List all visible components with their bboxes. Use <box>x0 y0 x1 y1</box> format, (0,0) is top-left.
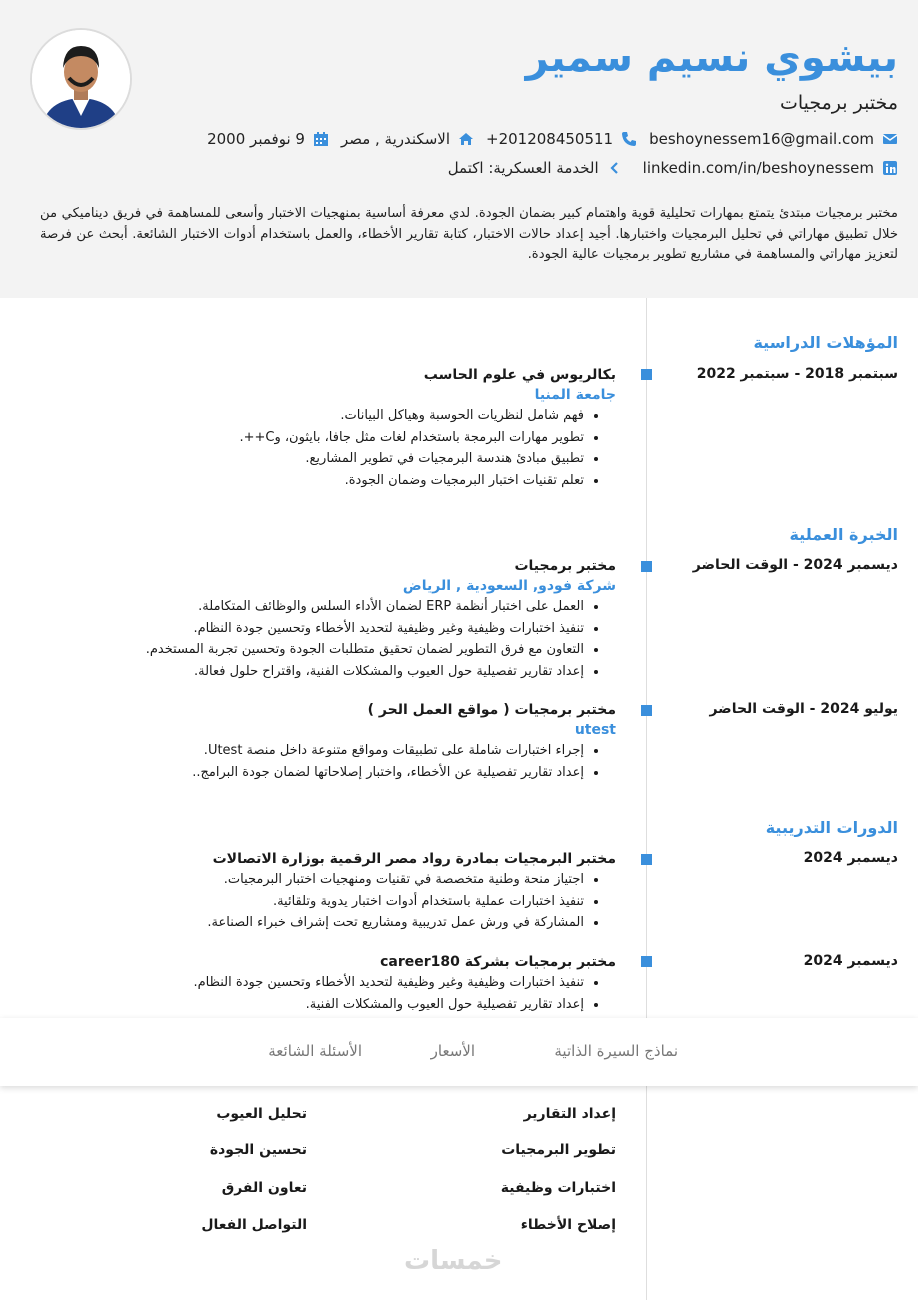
phone-item[interactable] <box>486 130 637 148</box>
linkedin-icon <box>882 160 898 176</box>
timeline-divider <box>646 298 647 1300</box>
skill-item: تطوير البرمجيات <box>501 1142 616 1158</box>
timeline-marker <box>641 705 652 716</box>
location-text: الاسكندرية , مصر <box>340 130 450 148</box>
timeline-marker <box>641 956 652 967</box>
job-2-bullets <box>16 740 616 783</box>
list-item: • التعاون مع فرق التطوير لضمان تحقيق متطلبات الجودة وتحسين تجربة المستخدم. <box>16 639 584 661</box>
home-icon <box>458 131 474 147</box>
job-2-entry <box>16 700 616 783</box>
course-1-bullets <box>16 869 616 934</box>
envelope-icon <box>882 131 898 147</box>
list-item: • اجتياز منحة وطنية متخصصة في تقنيات ومنهجيات اختبار البرمجيات. <box>16 869 584 891</box>
nav-link-templates[interactable]: نماذج السيرة الذاتية <box>554 1042 678 1060</box>
timeline-marker <box>641 369 652 380</box>
phone-text: 201208450511+ <box>486 130 614 148</box>
list-item: • إجراء اختبارات شاملة على تطبيقات ومواقع متنوعة داخل منصة Utest. <box>16 740 584 762</box>
job-2-company: utest <box>574 722 616 738</box>
job-2-title: مختبر برمجيات ( مواقع العمل الحر ) <box>367 702 616 718</box>
course-1-title: مختبر البرمجيات بمادرة رواد مصر الرقمية بوزارة الاتصالات <box>212 851 616 867</box>
education-section-title: المؤهلات الدراسية <box>753 333 898 352</box>
phone-icon <box>621 131 637 147</box>
skill-item: تحليل العيوب <box>216 1106 307 1122</box>
timeline-marker <box>641 854 652 865</box>
course-2-title: مختبر برمجيات بشركة career180 <box>380 954 616 970</box>
military-text: الخدمة العسكرية: اكتمل <box>447 159 599 177</box>
military-item <box>448 159 623 177</box>
course-2-entry <box>16 952 616 1015</box>
skill-item: إصلاح الأخطاء <box>520 1217 616 1233</box>
job-title: مختبر برمجيات <box>779 92 898 114</box>
course-2-date: ديسمبر 2024 <box>803 953 898 969</box>
skill-item: تعاون الفرق <box>221 1180 307 1196</box>
contact-row-2 <box>448 159 898 177</box>
job-1-date: ديسمبر 2024 - الوقت الحاضر <box>692 557 898 573</box>
list-item: • تنفيذ اختبارات وظيفية وغير وظيفية لتحديد الأخطاء وتحسين جودة النظام. <box>16 618 584 640</box>
skill-item: إعداد التقارير <box>523 1106 616 1122</box>
contact-row-1 <box>207 130 898 148</box>
timeline-marker <box>641 561 652 572</box>
training-section-title: الدورات التدريبية <box>765 818 898 837</box>
course-2-bullets <box>16 972 616 1015</box>
job-1-company: شركة فودو, السعودية , الرياض <box>402 578 616 594</box>
birthdate-text: 9 نوفمبر 2000 <box>207 130 305 148</box>
profile-photo <box>30 28 132 130</box>
list-item: • المشاركة في ورش عمل تدريبية ومشاريع تحت إشراف خبراء الصناعة. <box>16 912 584 934</box>
linkedin-text: linkedin.com/in/beshoynessem <box>642 159 874 177</box>
list-item: • العمل على اختبار أنظمة ERP لضمان الأداء السلس والوظائف المتكاملة. <box>16 596 584 618</box>
school-name: جامعة المنيا <box>534 387 616 403</box>
linkedin-item[interactable] <box>643 159 898 177</box>
list-item: • إعداد تقارير تفصيلية حول العيوب والمشكلات الفنية، واقتراح حلول فعالة. <box>16 661 584 683</box>
list-item: • تعلم تقنيات اختبار البرمجيات وضمان الجودة. <box>16 470 584 492</box>
education-date: سبتمبر 2018 - سبتمبر 2022 <box>696 366 898 382</box>
education-entry <box>16 365 616 491</box>
job-1-title: مختبر برمجيات <box>514 558 616 574</box>
email-item[interactable] <box>649 130 898 148</box>
job-2-date: يوليو 2024 - الوقت الحاضر <box>709 701 898 717</box>
bottom-navigation-bar <box>0 1018 918 1086</box>
experience-section-title: الخبرة العملية <box>789 525 898 544</box>
job-1-entry <box>16 556 616 682</box>
course-1-date: ديسمبر 2024 <box>803 850 898 866</box>
resume-header <box>0 0 918 298</box>
list-item: • إعداد تقارير تفصيلية حول العيوب والمشكلات الفنية. <box>16 994 584 1016</box>
list-item: • تنفيذ اختبارات عملية باستخدام أدوات اختبار يدوية وتلقائية. <box>16 891 584 913</box>
degree-title: بكالريوس في علوم الحاسب <box>423 367 616 383</box>
location-item <box>341 130 474 148</box>
skill-item: اختبارات وظيفية <box>500 1180 616 1196</box>
skill-item: التواصل الفعال <box>201 1217 307 1233</box>
list-item: • فهم شامل لنظريات الحوسبة وهياكل البيانات. <box>16 405 584 427</box>
email-text: beshoynessem16@gmail.com <box>649 130 874 148</box>
profile-summary: مختبر برمجيات مبتدئ يتمتع بمهارات تحليلية قوية واهتمام كبير بضمان الجودة. لدي معرفة أساسية بمنهجيات الاختبار وأسعى للمساهمة في فريق ديناميكي من خلال تطبيق مهاراتي في تحليل البرمجيات واختبارها. أجيد إعداد حالات الاختبار، كتابة تقارير الأخطاء، والعمل باستخدام أدوات الاختبار الشائعة. أبحث عن فرصة لتعزيز مهاراتي والمساهمة في مشاريع تطوير برمجيات عالية الجودة. <box>40 206 898 262</box>
education-bullets <box>16 405 616 491</box>
chevron-left-icon <box>607 160 623 176</box>
birthdate-item <box>207 130 329 148</box>
skill-item: تحسين الجودة <box>209 1142 307 1158</box>
list-item: • تطوير مهارات البرمجة باستخدام لغات مثل جافا، بايثون، وC++. <box>16 427 584 449</box>
course-1-entry <box>16 849 616 934</box>
calendar-icon <box>313 131 329 147</box>
job-1-bullets <box>16 596 616 682</box>
watermark-logo: خمسات <box>404 1246 503 1276</box>
nav-link-faq[interactable]: الأسئلة الشائعة <box>268 1042 362 1060</box>
list-item: • إعداد تقارير تفصيلية عن الأخطاء، واختبار إصلاحاتها لضمان جودة البرامج.. <box>16 762 584 784</box>
candidate-name: بيشوي نسيم سمير <box>525 35 898 81</box>
nav-link-prices[interactable]: الأسعار <box>430 1042 475 1060</box>
list-item: • تنفيذ اختبارات وظيفية وغير وظيفية لتحديد الأخطاء وتحسين جودة النظام. <box>16 972 584 994</box>
list-item: • تطبيق مبادئ هندسة البرمجيات في تطوير المشاريع. <box>16 448 584 470</box>
